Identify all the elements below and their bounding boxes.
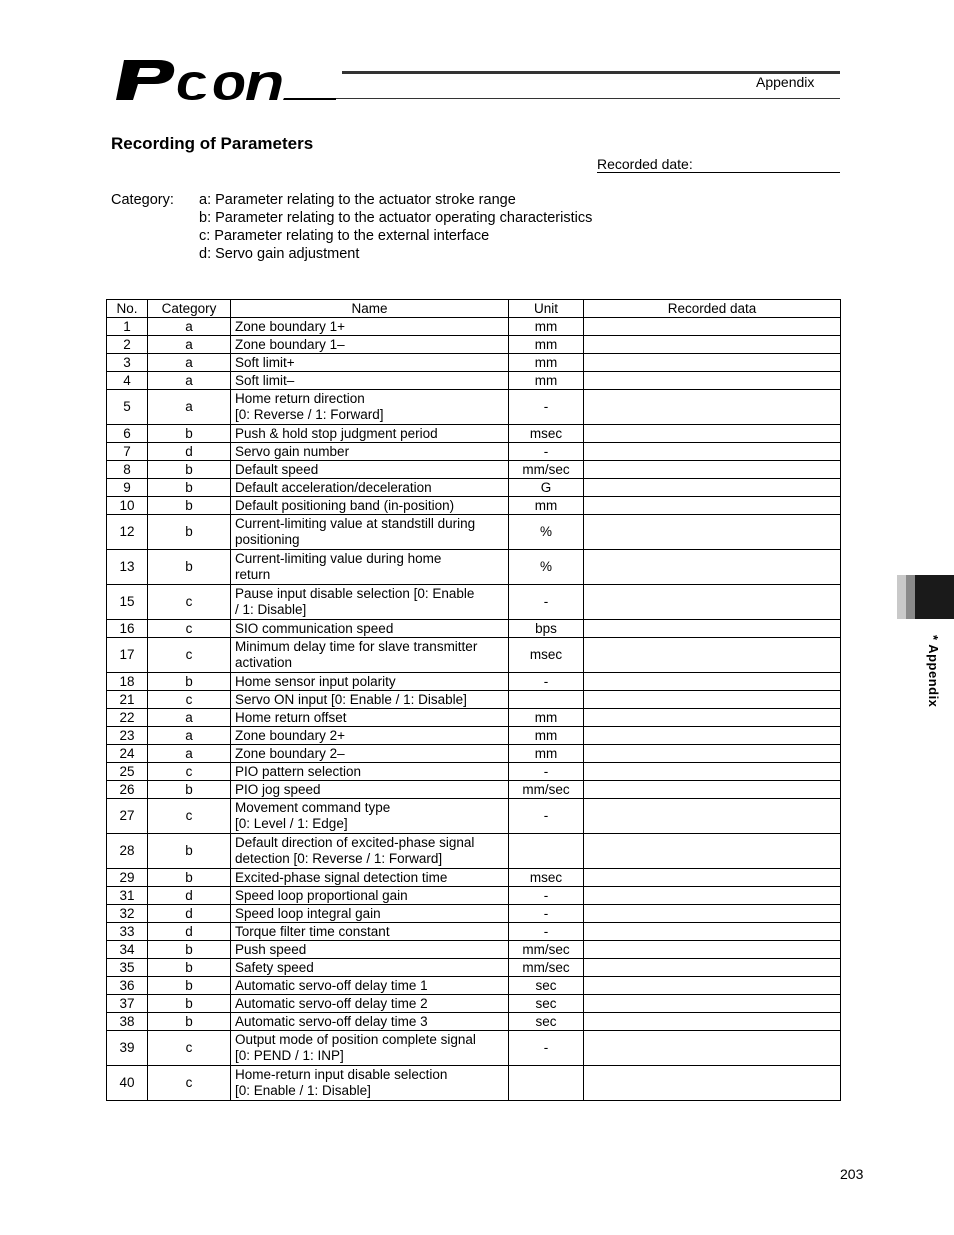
table-row xyxy=(107,995,841,1013)
param-name: Default acceleration/deceleration xyxy=(231,479,509,497)
param-unit: mm xyxy=(509,372,584,390)
param-recorded-data[interactable] xyxy=(584,691,841,709)
param-category: a xyxy=(148,390,231,425)
param-category: b xyxy=(148,461,231,479)
param-recorded-data[interactable] xyxy=(584,799,841,834)
param-category: c xyxy=(148,763,231,781)
param-category: c xyxy=(148,1031,231,1066)
param-recorded-data[interactable] xyxy=(584,443,841,461)
param-recorded-data[interactable] xyxy=(584,1066,841,1101)
param-unit: mm/sec xyxy=(509,941,584,959)
param-category: b xyxy=(148,959,231,977)
param-no: 22 xyxy=(107,709,148,727)
param-category: c xyxy=(148,585,231,620)
param-no: 27 xyxy=(107,799,148,834)
param-category: c xyxy=(148,638,231,673)
category-item-d: d: Servo gain adjustment xyxy=(199,246,360,262)
pcon-logo xyxy=(114,58,336,107)
param-unit: - xyxy=(509,585,584,620)
table-row xyxy=(107,620,841,638)
param-no: 31 xyxy=(107,887,148,905)
param-no: 23 xyxy=(107,727,148,745)
param-category: a xyxy=(148,336,231,354)
param-name: Current-limiting value during home return xyxy=(231,550,509,585)
param-category: b xyxy=(148,673,231,691)
param-category: b xyxy=(148,781,231,799)
table-row xyxy=(107,923,841,941)
param-recorded-data[interactable] xyxy=(584,834,841,869)
param-name: Soft limit+ xyxy=(231,354,509,372)
param-name: Torque filter time constant xyxy=(231,923,509,941)
table-row xyxy=(107,443,841,461)
param-name: Home return offset xyxy=(231,709,509,727)
param-name: Pause input disable selection [0: Enable / 1: Disable] xyxy=(231,585,509,620)
param-name: Zone boundary 1+ xyxy=(231,318,509,336)
param-name: Home-return input disable selection [0: Enable / 1: Disable] xyxy=(231,1066,509,1101)
param-recorded-data[interactable] xyxy=(584,923,841,941)
param-recorded-data[interactable] xyxy=(584,479,841,497)
param-unit: mm/sec xyxy=(509,461,584,479)
param-unit: - xyxy=(509,923,584,941)
param-no: 7 xyxy=(107,443,148,461)
param-unit: mm/sec xyxy=(509,781,584,799)
param-recorded-data[interactable] xyxy=(584,390,841,425)
appendix-side-tab xyxy=(897,575,954,619)
param-no: 6 xyxy=(107,425,148,443)
table-row xyxy=(107,887,841,905)
param-category: d xyxy=(148,443,231,461)
param-no: 26 xyxy=(107,781,148,799)
param-category: a xyxy=(148,372,231,390)
param-recorded-data[interactable] xyxy=(584,620,841,638)
param-category: b xyxy=(148,497,231,515)
param-recorded-data[interactable] xyxy=(584,1031,841,1066)
param-name: Speed loop integral gain xyxy=(231,905,509,923)
table-row xyxy=(107,390,841,425)
param-no: 3 xyxy=(107,354,148,372)
param-unit: % xyxy=(509,515,584,550)
param-unit: bps xyxy=(509,620,584,638)
param-unit: - xyxy=(509,763,584,781)
param-name: Minimum delay time for slave transmitter activation xyxy=(231,638,509,673)
param-recorded-data[interactable] xyxy=(584,585,841,620)
table-row xyxy=(107,550,841,585)
recorded-date-label: Recorded date: xyxy=(597,156,693,172)
param-recorded-data[interactable] xyxy=(584,372,841,390)
param-recorded-data[interactable] xyxy=(584,336,841,354)
param-no: 32 xyxy=(107,905,148,923)
param-category: b xyxy=(148,834,231,869)
param-unit: mm xyxy=(509,727,584,745)
param-recorded-data[interactable] xyxy=(584,461,841,479)
param-unit: sec xyxy=(509,995,584,1013)
param-category: c xyxy=(148,691,231,709)
col-header-recorded-data: Recorded data xyxy=(584,300,841,318)
param-category: b xyxy=(148,550,231,585)
param-recorded-data[interactable] xyxy=(584,905,841,923)
param-category: a xyxy=(148,745,231,763)
param-unit: - xyxy=(509,1031,584,1066)
param-recorded-data[interactable] xyxy=(584,745,841,763)
category-item-a: a: Parameter relating to the actuator stroke range xyxy=(199,192,516,208)
param-name: Default speed xyxy=(231,461,509,479)
col-header-no: No. xyxy=(107,300,148,318)
param-no: 29 xyxy=(107,869,148,887)
table-row xyxy=(107,941,841,959)
recorded-date-field[interactable] xyxy=(597,156,840,173)
param-recorded-data[interactable] xyxy=(584,515,841,550)
param-recorded-data[interactable] xyxy=(584,425,841,443)
param-unit: % xyxy=(509,550,584,585)
table-row xyxy=(107,372,841,390)
param-unit: - xyxy=(509,887,584,905)
param-recorded-data[interactable] xyxy=(584,1013,841,1031)
table-row xyxy=(107,336,841,354)
param-no: 12 xyxy=(107,515,148,550)
param-no: 37 xyxy=(107,995,148,1013)
param-category: c xyxy=(148,620,231,638)
param-unit xyxy=(509,834,584,869)
param-name: Automatic servo-off delay time 2 xyxy=(231,995,509,1013)
category-item-b: b: Parameter relating to the actuator operating characteristics xyxy=(199,210,593,226)
param-unit: mm/sec xyxy=(509,959,584,977)
param-name: PIO pattern selection xyxy=(231,763,509,781)
param-no: 15 xyxy=(107,585,148,620)
param-recorded-data[interactable] xyxy=(584,318,841,336)
param-name: Zone boundary 2– xyxy=(231,745,509,763)
param-recorded-data[interactable] xyxy=(584,638,841,673)
table-row xyxy=(107,763,841,781)
param-unit: - xyxy=(509,443,584,461)
param-no: 34 xyxy=(107,941,148,959)
param-category: b xyxy=(148,479,231,497)
param-name: Safety speed xyxy=(231,959,509,977)
param-no: 38 xyxy=(107,1013,148,1031)
param-name: Soft limit– xyxy=(231,372,509,390)
param-no: 40 xyxy=(107,1066,148,1101)
param-recorded-data[interactable] xyxy=(584,727,841,745)
param-name: Automatic servo-off delay time 1 xyxy=(231,977,509,995)
param-recorded-data[interactable] xyxy=(584,869,841,887)
param-no: 33 xyxy=(107,923,148,941)
param-unit: msec xyxy=(509,425,584,443)
category-item-c: c: Parameter relating to the external interface xyxy=(199,228,490,244)
table-row xyxy=(107,318,841,336)
param-recorded-data[interactable] xyxy=(584,497,841,515)
param-category: a xyxy=(148,354,231,372)
param-category: b xyxy=(148,977,231,995)
param-name: Home return direction [0: Reverse / 1: Forward] xyxy=(231,390,509,425)
param-unit: sec xyxy=(509,1013,584,1031)
table-row xyxy=(107,673,841,691)
param-recorded-data[interactable] xyxy=(584,781,841,799)
param-no: 1 xyxy=(107,318,148,336)
param-category: b xyxy=(148,425,231,443)
param-name: Servo gain number xyxy=(231,443,509,461)
header-rule-bottom xyxy=(336,98,840,99)
param-category: c xyxy=(148,799,231,834)
param-unit: - xyxy=(509,390,584,425)
table-row xyxy=(107,745,841,763)
param-recorded-data[interactable] xyxy=(584,995,841,1013)
param-recorded-data[interactable] xyxy=(584,550,841,585)
param-name: Default direction of excited-phase signal detection [0: Reverse / 1: Forward] xyxy=(231,834,509,869)
col-header-category: Category xyxy=(148,300,231,318)
param-unit xyxy=(509,691,584,709)
table-row xyxy=(107,781,841,799)
header-section-label: Appendix xyxy=(756,74,815,90)
param-unit: mm xyxy=(509,336,584,354)
table-row xyxy=(107,691,841,709)
param-name: Speed loop proportional gain xyxy=(231,887,509,905)
param-recorded-data[interactable] xyxy=(584,709,841,727)
param-recorded-data[interactable] xyxy=(584,354,841,372)
table-row xyxy=(107,638,841,673)
param-category: c xyxy=(148,1066,231,1101)
param-name: Automatic servo-off delay time 3 xyxy=(231,1013,509,1031)
param-no: 5 xyxy=(107,390,148,425)
param-recorded-data[interactable] xyxy=(584,887,841,905)
section-title: Recording of Parameters xyxy=(111,134,314,153)
parameters-table xyxy=(106,299,841,1101)
param-unit: msec xyxy=(509,638,584,673)
table-row xyxy=(107,585,841,620)
param-unit: - xyxy=(509,905,584,923)
param-unit: - xyxy=(509,799,584,834)
param-name: PIO jog speed xyxy=(231,781,509,799)
param-no: 36 xyxy=(107,977,148,995)
param-no: 25 xyxy=(107,763,148,781)
col-header-name: Name xyxy=(231,300,509,318)
param-name: Zone boundary 1– xyxy=(231,336,509,354)
table-row xyxy=(107,1066,841,1101)
param-name: SIO communication speed xyxy=(231,620,509,638)
param-unit: msec xyxy=(509,869,584,887)
param-no: 2 xyxy=(107,336,148,354)
param-recorded-data[interactable] xyxy=(584,977,841,995)
param-unit: mm xyxy=(509,497,584,515)
param-no: 4 xyxy=(107,372,148,390)
param-no: 28 xyxy=(107,834,148,869)
table-row xyxy=(107,799,841,834)
table-row xyxy=(107,834,841,869)
param-name: Default positioning band (in-position) xyxy=(231,497,509,515)
param-category: d xyxy=(148,905,231,923)
table-row xyxy=(107,1031,841,1066)
param-name: Home sensor input polarity xyxy=(231,673,509,691)
param-unit: G xyxy=(509,479,584,497)
param-category: a xyxy=(148,727,231,745)
param-no: 18 xyxy=(107,673,148,691)
param-unit: - xyxy=(509,673,584,691)
table-row xyxy=(107,977,841,995)
col-header-unit: Unit xyxy=(509,300,584,318)
param-no: 24 xyxy=(107,745,148,763)
page-number: 203 xyxy=(840,1166,864,1182)
param-name: Servo ON input [0: Enable / 1: Disable] xyxy=(231,691,509,709)
category-label: Category: xyxy=(111,192,174,208)
param-recorded-data[interactable] xyxy=(584,763,841,781)
param-no: 10 xyxy=(107,497,148,515)
param-no: 17 xyxy=(107,638,148,673)
param-category: b xyxy=(148,869,231,887)
table-row xyxy=(107,959,841,977)
param-category: b xyxy=(148,941,231,959)
param-recorded-data[interactable] xyxy=(584,673,841,691)
param-name: Push & hold stop judgment period xyxy=(231,425,509,443)
param-category: b xyxy=(148,1013,231,1031)
table-row xyxy=(107,515,841,550)
param-unit: mm xyxy=(509,709,584,727)
param-unit: mm xyxy=(509,354,584,372)
param-name: Current-limiting value at standstill during positioning xyxy=(231,515,509,550)
param-category: b xyxy=(148,995,231,1013)
param-no: 9 xyxy=(107,479,148,497)
param-no: 35 xyxy=(107,959,148,977)
param-category: b xyxy=(148,515,231,550)
table-row xyxy=(107,869,841,887)
table-header-row xyxy=(107,300,841,318)
param-category: a xyxy=(148,318,231,336)
param-no: 13 xyxy=(107,550,148,585)
table-row xyxy=(107,479,841,497)
param-unit: mm xyxy=(509,745,584,763)
param-recorded-data[interactable] xyxy=(584,959,841,977)
param-name: Output mode of position complete signal [0: PEND / 1: INP] xyxy=(231,1031,509,1066)
param-no: 21 xyxy=(107,691,148,709)
param-no: 16 xyxy=(107,620,148,638)
param-no: 8 xyxy=(107,461,148,479)
param-no: 39 xyxy=(107,1031,148,1066)
param-name: Push speed xyxy=(231,941,509,959)
table-row xyxy=(107,727,841,745)
param-name: Movement command type [0: Level / 1: Edge] xyxy=(231,799,509,834)
table-row xyxy=(107,425,841,443)
param-unit: sec xyxy=(509,977,584,995)
param-category: d xyxy=(148,923,231,941)
side-tab-label: * Appendix xyxy=(926,635,941,708)
param-recorded-data[interactable] xyxy=(584,941,841,959)
param-name: Zone boundary 2+ xyxy=(231,727,509,745)
table-row xyxy=(107,709,841,727)
table-row xyxy=(107,354,841,372)
param-name: Excited-phase signal detection time xyxy=(231,869,509,887)
table-row xyxy=(107,497,841,515)
table-row xyxy=(107,1013,841,1031)
param-unit xyxy=(509,1066,584,1101)
table-row xyxy=(107,905,841,923)
table-row xyxy=(107,461,841,479)
param-unit: mm xyxy=(509,318,584,336)
param-category: a xyxy=(148,709,231,727)
param-category: d xyxy=(148,887,231,905)
